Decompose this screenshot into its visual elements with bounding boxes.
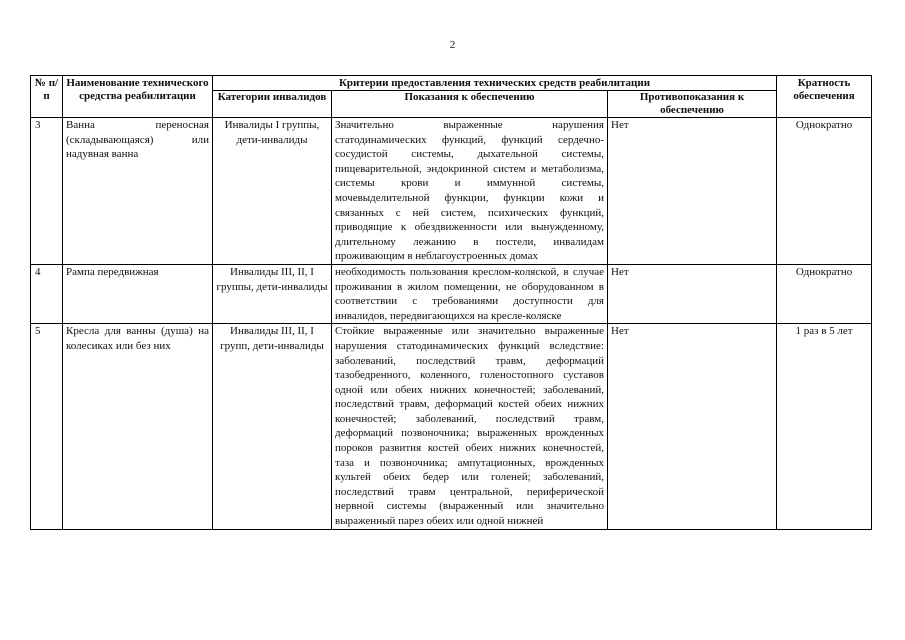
- row-name: Ванна переносная (складывающаяся) или надувная ванна: [63, 118, 213, 265]
- row-categories: Инвалиды III, II, I группы, дети-инвалиды: [213, 264, 332, 323]
- header-criteria: Критерии предоставления технических средств реабилитации: [213, 76, 777, 91]
- header-indications: Показания к обеспечению: [332, 91, 608, 118]
- table-row: [31, 118, 872, 265]
- row-categories: Инвалиды III, II, I групп, дети-инвалиды: [213, 324, 332, 529]
- header-name: Наименование технического средства реабилитации: [63, 76, 213, 118]
- header-categories: Категории инвалидов: [213, 91, 332, 118]
- row-name: Рампа передвижная: [63, 264, 213, 323]
- row-contraindications: Нет: [608, 118, 777, 265]
- row-frequency: Однократно: [777, 118, 872, 265]
- header-contraindications: Противопоказания к обеспечению: [608, 91, 777, 118]
- row-indications: Значительно выраженные нарушения статодинамических функций, функций сердечно-сосудистой системы, дыхательной системы, пищеварительной, эндокринной систем и метаболизма, системы крови и иммунной системы, мочевыделительной функции, функции кожи и связанных с ней систем, психических функций, приводящие к обездвиженности или вынужденному, длительному лежанию в постели, инвалидам проживающим в неблагоустроенных домах: [332, 118, 608, 265]
- row-name: Кресла для ванны (душа) на колесиках или без них: [63, 324, 213, 529]
- header-frequency: Кратность обеспечения: [777, 76, 872, 118]
- table-row: [31, 264, 872, 323]
- row-contraindications: Нет: [608, 264, 777, 323]
- table-row: [31, 324, 872, 529]
- row-categories: Инвалиды I группы, дети-инвалиды: [213, 118, 332, 265]
- row-num: 4: [31, 264, 63, 323]
- row-frequency: Однократно: [777, 264, 872, 323]
- row-indications: необходимость пользования креслом-коляской, в случае проживания в жилом помещении, не оборудованном в соответствии с требованиями доступности для инвалидов, передвигающихся на кресле-коляске: [332, 264, 608, 323]
- page-number: 2: [449, 39, 456, 51]
- header-num: № п/п: [31, 76, 63, 118]
- row-num: 5: [31, 324, 63, 529]
- row-contraindications: Нет: [608, 324, 777, 529]
- rehab-criteria-table: [30, 75, 872, 530]
- row-frequency: 1 раз в 5 лет: [777, 324, 872, 529]
- row-num: 3: [31, 118, 63, 265]
- row-indications: Стойкие выраженные или значительно выраженные нарушения статодинамических функций вследствие: заболеваний, последствий травм, деформаций тазобедренного, коленного, голеностопного суставов одной или обеих нижних конечностей; заболеваний, последствий травм, деформаций костей обеих нижних конечностей; заболеваний, последствий травм, деформаций позвоночника; выраженных врожденных пороков развития костей обеих нижних конечностей, таза и позвоночника; ампутационных, врожденных культей обеих бедер или голеней; заболеваний, последствий травм центральной, периферической нервной системы (выраженный или значительно выраженный парез обеих или одной нижней: [332, 324, 608, 529]
